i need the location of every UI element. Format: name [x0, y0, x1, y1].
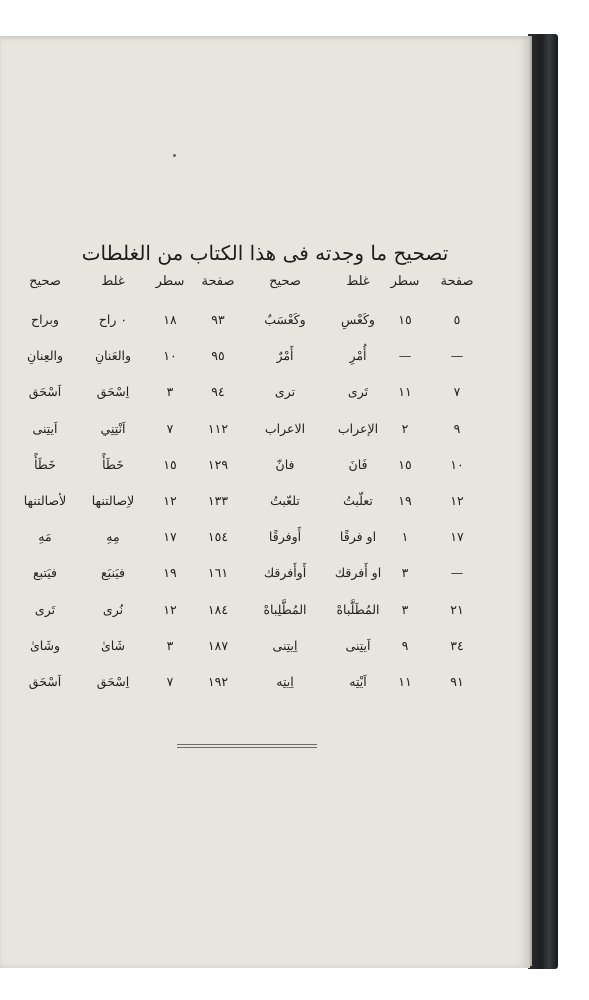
row-1-right-correct: وكَعْسَبٌ: [264, 312, 306, 327]
header-left-wrong: غلط: [101, 274, 125, 289]
divider-line-top: [177, 744, 317, 745]
row-7-left-correct: مَهِ: [38, 529, 52, 545]
row-3-left-correct: اَسْحَق: [28, 384, 62, 400]
row-9-left-line: ١٢: [163, 601, 177, 617]
row-9-left-page: ١٨٤: [207, 601, 229, 617]
row-2-left-wrong: والعَنانِ: [94, 348, 132, 364]
header-right-page: صفحة: [440, 274, 474, 289]
row-1-left-wrong: ٠ راح: [98, 312, 128, 327]
row-11-left-correct: اَسْحَق: [28, 674, 62, 689]
row-8-right-correct: أَوأَفرقك: [263, 565, 307, 581]
row-2-right-correct: أَمْرٌ: [276, 348, 294, 364]
row-4-right-correct: الاعراب: [264, 420, 306, 436]
row-6-left-line: ١٢: [163, 493, 177, 508]
header-left-page: صفحة: [201, 274, 235, 289]
row-3-right-wrong: تَرى: [347, 384, 369, 400]
row-9-left-wrong: نُرى: [102, 601, 124, 617]
row-11-right-correct: اِيتِه: [276, 674, 294, 689]
row-8-left-wrong: فيَنبَع: [101, 565, 125, 581]
row-2-left-line: ١٠: [163, 348, 177, 364]
row-5-left-page: ١٢٩: [207, 456, 229, 472]
row-10-left-wrong: شَاىٰ: [100, 637, 126, 653]
row-3-right-line: ١١: [398, 384, 412, 400]
row-7-right-wrong: او فرقًا: [339, 529, 377, 545]
row-10-right-wrong: اَيتِنى: [345, 637, 371, 653]
row-5-right-wrong: فَانَ: [348, 456, 368, 472]
row-3-right-correct: ترى: [274, 384, 296, 400]
row-1-right-line: ١٥: [398, 312, 412, 327]
header-right-correct: صحيح: [269, 274, 301, 289]
row-5-right-page: ١٠: [450, 456, 464, 472]
header-right-wrong: غلط: [346, 274, 370, 289]
row-1-left-correct: وبراح: [31, 312, 59, 327]
page-title: تصحيح ما وجدته فى هذا الكتاب من الغلطات: [81, 241, 449, 265]
row-5-right-line: ١٥: [398, 456, 412, 472]
row-4-left-correct: اَيتِنى: [32, 420, 58, 436]
row-3-left-wrong: اِسْحَق: [96, 384, 130, 400]
book-cover: [528, 34, 558, 969]
header-right-line: سطر: [390, 274, 420, 289]
book-page: [0, 36, 530, 968]
row-11-right-page: ٩١: [450, 674, 464, 689]
row-2-left-correct: والعِنانِ: [26, 348, 64, 364]
row-2-left-page: ٩٥: [211, 348, 225, 364]
row-11-left-line: ٧: [166, 674, 174, 689]
row-6-right-page: ١٢: [450, 493, 464, 508]
row-2-right-line: —: [398, 348, 412, 364]
row-8-left-correct: فيَتبع: [33, 565, 57, 581]
row-4-right-page: ٩: [453, 420, 461, 436]
row-10-right-line: ٩: [401, 637, 409, 653]
row-10-left-page: ١٨٧: [207, 637, 229, 653]
row-8-right-page: —: [450, 565, 464, 581]
row-8-right-line: ٣: [401, 565, 409, 581]
row-1-right-wrong: وكَعْسِ: [341, 312, 375, 327]
row-7-right-page: ١٧: [450, 529, 464, 545]
row-8-right-wrong: او أَفرقك: [334, 565, 382, 581]
row-8-left-page: ١٦١: [207, 565, 229, 581]
row-1-right-page: ٥: [453, 312, 461, 327]
row-9-left-correct: تَرى: [34, 601, 56, 617]
divider-line-bottom: [177, 747, 317, 748]
header-left-correct: صحيح: [29, 274, 61, 289]
row-4-left-wrong: اَنْتِنِي: [100, 420, 126, 436]
row-6-left-correct: لأصالتنها: [23, 493, 67, 508]
row-4-left-line: ٧: [166, 420, 174, 436]
row-1-left-line: ١٨: [163, 312, 177, 327]
row-9-right-page: ٢١: [450, 601, 464, 617]
row-2-right-wrong: أُمْرِ: [349, 348, 367, 364]
row-6-right-wrong: تعلّبتُ: [343, 493, 373, 508]
row-2-right-page: —: [450, 348, 464, 364]
row-6-right-correct: تلعّبتُ: [270, 493, 300, 508]
row-5-left-wrong: خَطَأً: [102, 456, 124, 472]
page-speck: [173, 154, 176, 157]
row-9-right-line: ٣: [401, 601, 409, 617]
row-11-left-wrong: اِسْحَق: [96, 674, 130, 689]
row-11-left-page: ١٩٢: [207, 674, 229, 689]
row-7-right-line: ١: [401, 529, 409, 545]
row-11-right-line: ١١: [398, 674, 412, 689]
row-6-right-line: ١٩: [398, 493, 412, 508]
row-5-left-correct: خَطَأً: [34, 456, 56, 472]
row-5-right-correct: فانّ: [275, 456, 295, 472]
row-7-left-page: ١٥٤: [207, 529, 229, 545]
row-9-right-correct: المُطَّلِباهْ: [263, 601, 307, 617]
row-11-right-wrong: اَيْتِه: [349, 674, 367, 689]
row-5-left-line: ١٥: [163, 456, 177, 472]
row-10-right-correct: اِيتِنى: [272, 637, 298, 653]
header-left-line: سطر: [155, 274, 185, 289]
row-10-right-page: ٣٤: [450, 637, 464, 653]
row-9-right-wrong: المُطَلَّباهْ: [336, 601, 380, 617]
row-8-left-line: ١٩: [163, 565, 177, 581]
row-4-left-page: ١١٢: [207, 420, 229, 436]
row-6-left-wrong: لاِصالتنها: [91, 493, 135, 508]
row-1-left-page: ٩٣: [211, 312, 225, 327]
row-3-left-page: ٩٤: [211, 384, 225, 400]
row-10-left-line: ٣: [166, 637, 174, 653]
row-7-left-line: ١٧: [163, 529, 177, 545]
row-10-left-correct: وشَاىٰ: [29, 637, 61, 653]
row-4-right-line: ٢: [401, 420, 409, 436]
row-3-left-line: ٣: [166, 384, 174, 400]
row-3-right-page: ٧: [453, 384, 461, 400]
row-6-left-page: ١٣٣: [207, 493, 229, 508]
row-7-left-wrong: مِهِ: [106, 529, 120, 545]
row-7-right-correct: أَوفرقًا: [268, 529, 302, 545]
row-4-right-wrong: الإعراب: [337, 420, 379, 436]
